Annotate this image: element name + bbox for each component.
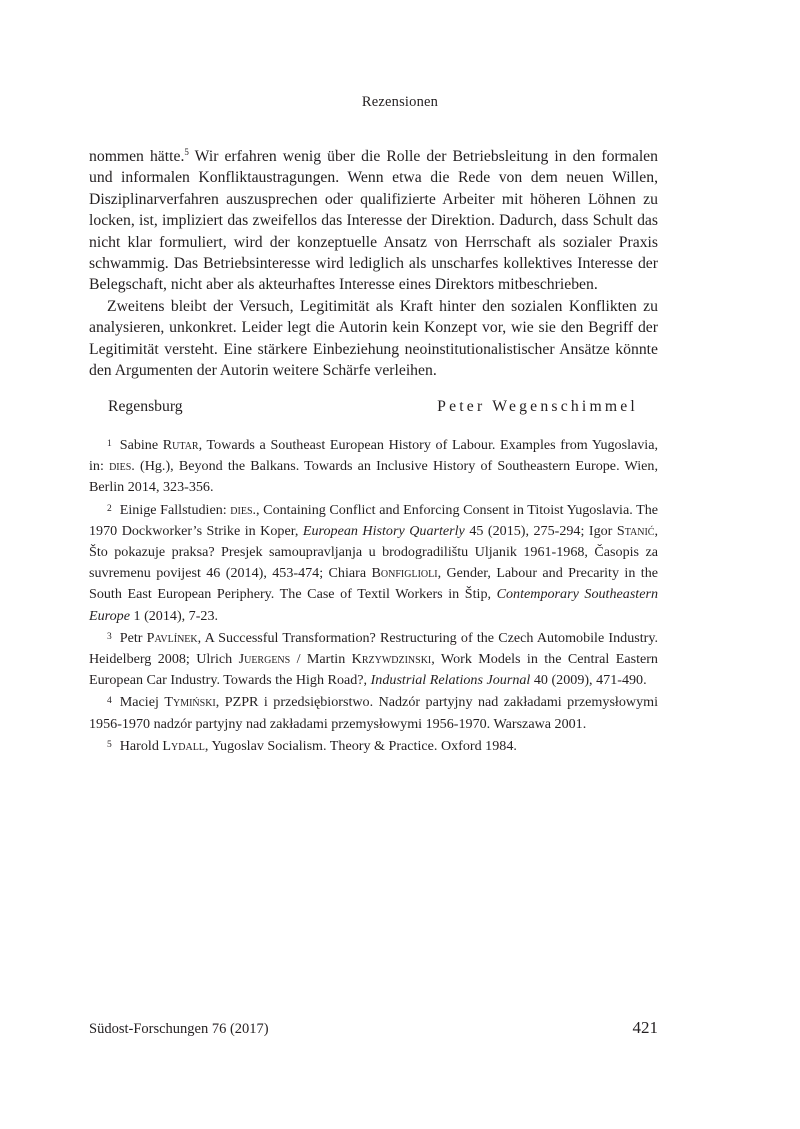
running-header: Rezensionen bbox=[361, 94, 439, 110]
footnote-number: 4 bbox=[107, 696, 112, 707]
footnote-5: $^5$ Harold Lydall, Yugoslav Socialism. Theory & Practice. Oxford 1984. bbox=[107, 737, 517, 754]
signature-author: Peter Wegenschimmel bbox=[437, 398, 638, 415]
footnote-number: 3 bbox=[107, 631, 112, 642]
footnotes-section bbox=[89, 434, 658, 757]
journal-citation: Südost-Forschungen 76 (2017) bbox=[89, 1021, 269, 1037]
footnote-4: $^4$ Maciej Tymiński, PZPR i przedsiębiorstwo. Nadzór partyjny nad zakładami przemysłowymi 1956-1970 nadzór partyjny nad zakładami przemysłowymi 1956-1970. Warszawa 2001. bbox=[89, 694, 658, 732]
footnote-number: 1 bbox=[107, 439, 112, 449]
body-paragraph-1: nommen hätte.$^5$ Wir erfahren wenig über die Rolle der Betriebsleitung in den formalen und informalen Konfliktaustragungen. Wenn etwa die Rede von dem neuen Willen, Disziplinarverfahren auszusprechen oder qualifizierte Arbeiter mit höheren Löhnen zu locken, ist, impliziert das zweifellos das Interesse der Direktion. Dadurch, dass Schult das nicht klar formuliert, wird der konzeptuelle Ansatz von Herrschaft als sozialer Praxis schwammig. Das Betriebsinteresse wird lediglich als unscharfes kollektives Interesse der Belegschaft, nicht aber als akteurhaftes Interesse eines Direktors mitbeschrieben. bbox=[89, 147, 658, 294]
page-number: 421 bbox=[632, 1018, 658, 1037]
footnote-1: $^1$ Sabine Rutar, Towards a Southeast European History of Labour. Examples from Yugoslavia, in: dies. (Hg.), Beyond the Balkans. Towards an Inclusive History of Southeastern Europe. Wien, Berlin 2014, 323-356. bbox=[89, 437, 658, 496]
page-footer bbox=[89, 1018, 658, 1038]
body-paragraph-2: Zweitens bleibt der Versuch, Legitimität als Kraft hinter den sozialen Konflikten zu analysieren, unkonkret. Leider legt die Autorin kein Konzept vor, wie sie den Begriff der Legitimität versteht. Eine stärkere Einbeziehung neoinstitutionalistischer Ansätze könnte den Argumenten der Autorin weitere Schärfe verleihen. bbox=[89, 297, 658, 380]
footnote-number: 2 bbox=[107, 503, 112, 514]
review-signature bbox=[108, 398, 638, 416]
footnote-number: 5 bbox=[107, 739, 112, 750]
footnote-reference-5: 5 bbox=[184, 147, 189, 157]
footnote-3: $^3$ Petr Pavlínek, A Successful Transformation? Restructuring of the Czech Automobile Industry. Heidelberg 2008; Ulrich Juergens / Martin Krzywdzinski, Work Models in the Central Eastern European Car Industry. Towards the High Road?, Industrial Relations Journal 40 (2009), 471-490. bbox=[89, 629, 658, 689]
review-body bbox=[89, 146, 658, 381]
footnote-2: $^2$ Einige Fallstudien: dies., Containing Conflict and Enforcing Consent in Titoist Yugoslavia. The 1970 Dockworker’s Strike in Koper, European History Quarterly 45 (2015), 275-294; Igor Stanić, Što pokazuje praksa? Presjek samoupravljanja u brodogradilištu Uljanik 1961-1968, Časopis za suvremenu povijest 46 (2014), 453-474; Chiara Bonfiglioli, Gender, Labour and Precarity in the South East European Periphery. The Case of Textil Workers in Štip, Contemporary Southeastern Europe 1 (2014), 7-23. bbox=[89, 501, 659, 624]
signature-place: Regensburg bbox=[108, 398, 183, 415]
